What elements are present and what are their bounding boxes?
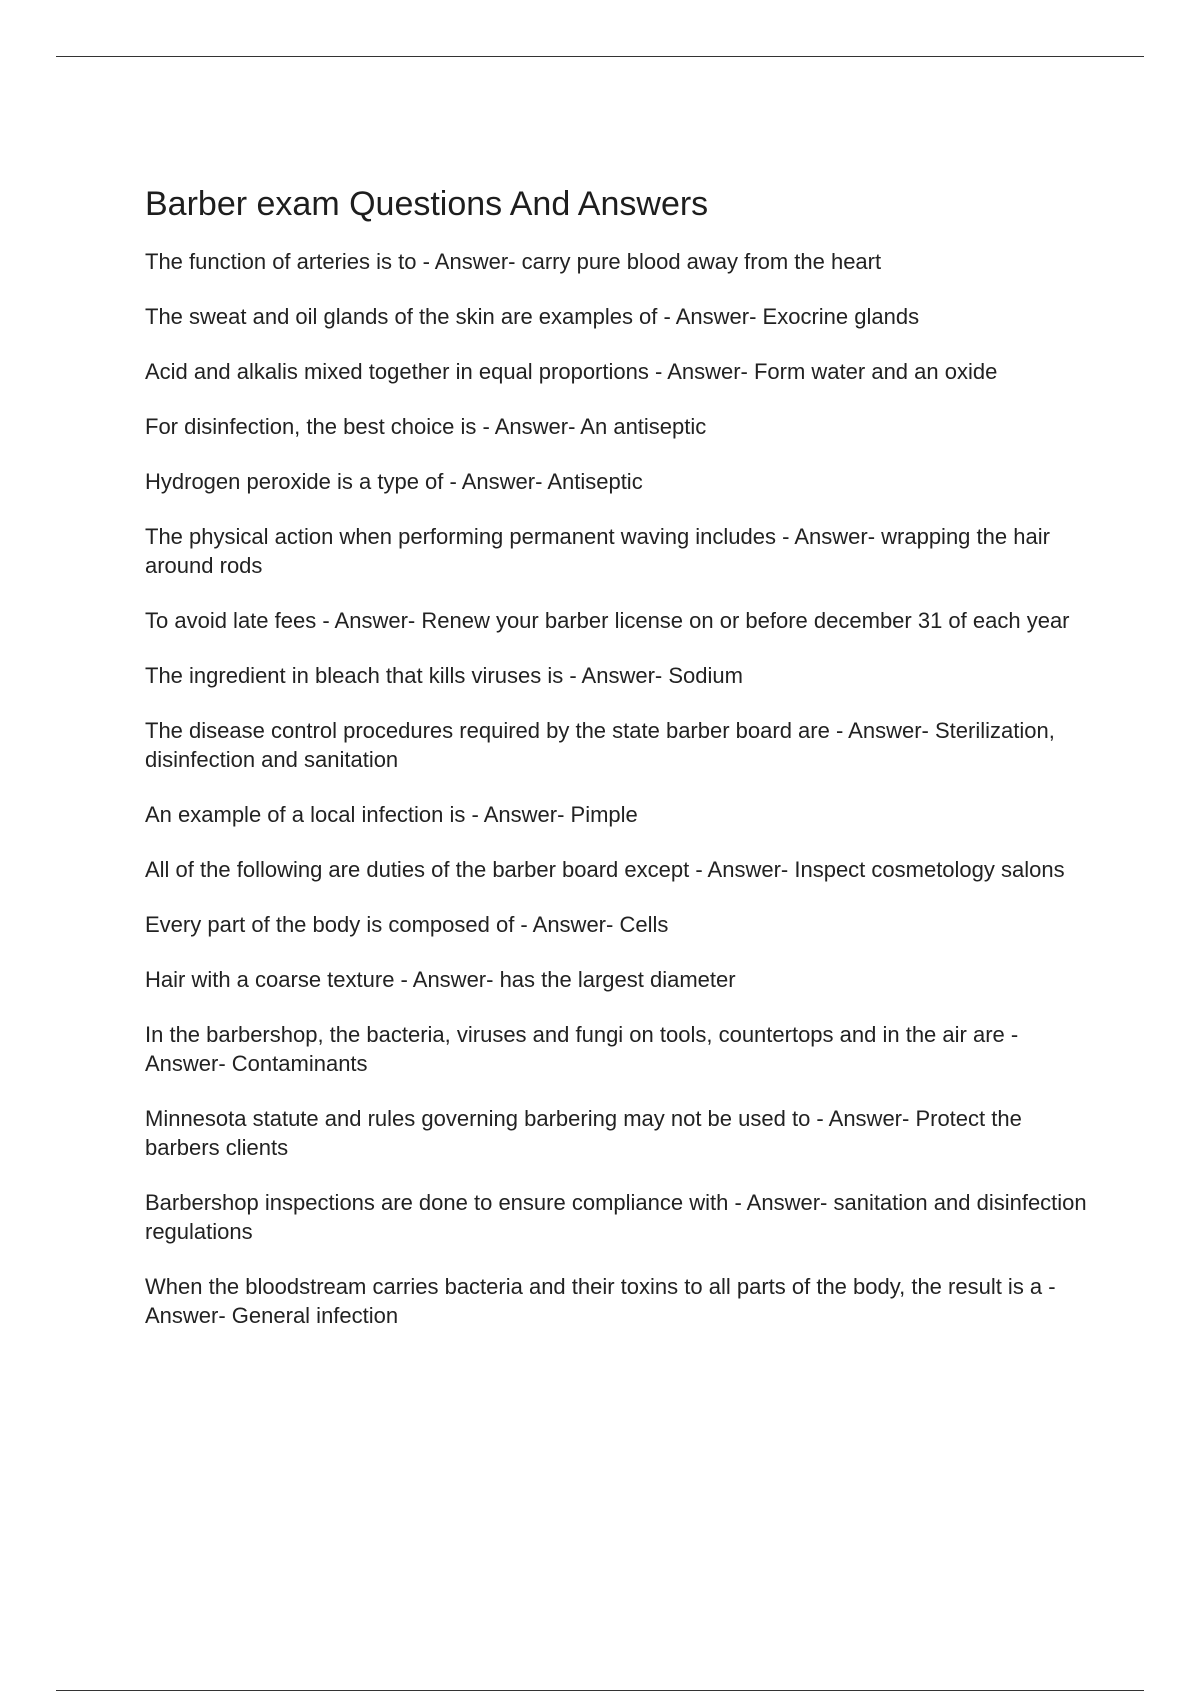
- top-rule: [56, 56, 1144, 57]
- qa-item: Acid and alkalis mixed together in equal proportions - Answer- Form water and an oxide: [145, 358, 998, 384]
- qa-item: Minnesota statute and rules governing barbering may not be used to - Answer- Protect the barbers clients: [145, 1105, 1022, 1160]
- qa-item: An example of a local infection is - Answer- Pimple: [145, 801, 638, 827]
- qa-item: In the barbershop, the bacteria, viruses and fungi on tools, countertops and in the air are - Answer- Contaminants: [145, 1021, 1019, 1076]
- qa-item: Barbershop inspections are done to ensure compliance with - Answer- sanitation and disinfection regulations: [145, 1189, 1087, 1244]
- qa-item: Every part of the body is composed of - Answer- Cells: [145, 911, 669, 937]
- qa-item: The sweat and oil glands of the skin are examples of - Answer- Exocrine glands: [145, 303, 920, 329]
- document-body: [145, 184, 1090, 1356]
- qa-item: All of the following are duties of the barber board except - Answer- Inspect cosmetology salons: [145, 856, 1065, 882]
- qa-item: Hair with a coarse texture - Answer- has the largest diameter: [145, 966, 736, 992]
- bottom-rule: [56, 1690, 1144, 1691]
- qa-list: [145, 247, 1090, 1330]
- qa-item: The physical action when performing permanent waving includes - Answer- wrapping the hair around rods: [145, 523, 1050, 578]
- page-title: Barber exam Questions And Answers: [145, 185, 709, 223]
- qa-item: Hydrogen peroxide is a type of - Answer- Antiseptic: [145, 468, 643, 494]
- qa-item: The ingredient in bleach that kills viruses is - Answer- Sodium: [145, 662, 743, 688]
- qa-item: The function of arteries is to - Answer- carry pure blood away from the heart: [145, 248, 882, 274]
- qa-item: When the bloodstream carries bacteria and their toxins to all parts of the body, the result is a - Answer- General infection: [145, 1273, 1056, 1328]
- qa-item: For disinfection, the best choice is - Answer- An antiseptic: [145, 413, 707, 439]
- qa-item: The disease control procedures required by the state barber board are - Answer- Sterilization, disinfection and sanitation: [145, 717, 1055, 772]
- qa-item: To avoid late fees - Answer- Renew your barber license on or before december 31 of each year: [145, 607, 1070, 633]
